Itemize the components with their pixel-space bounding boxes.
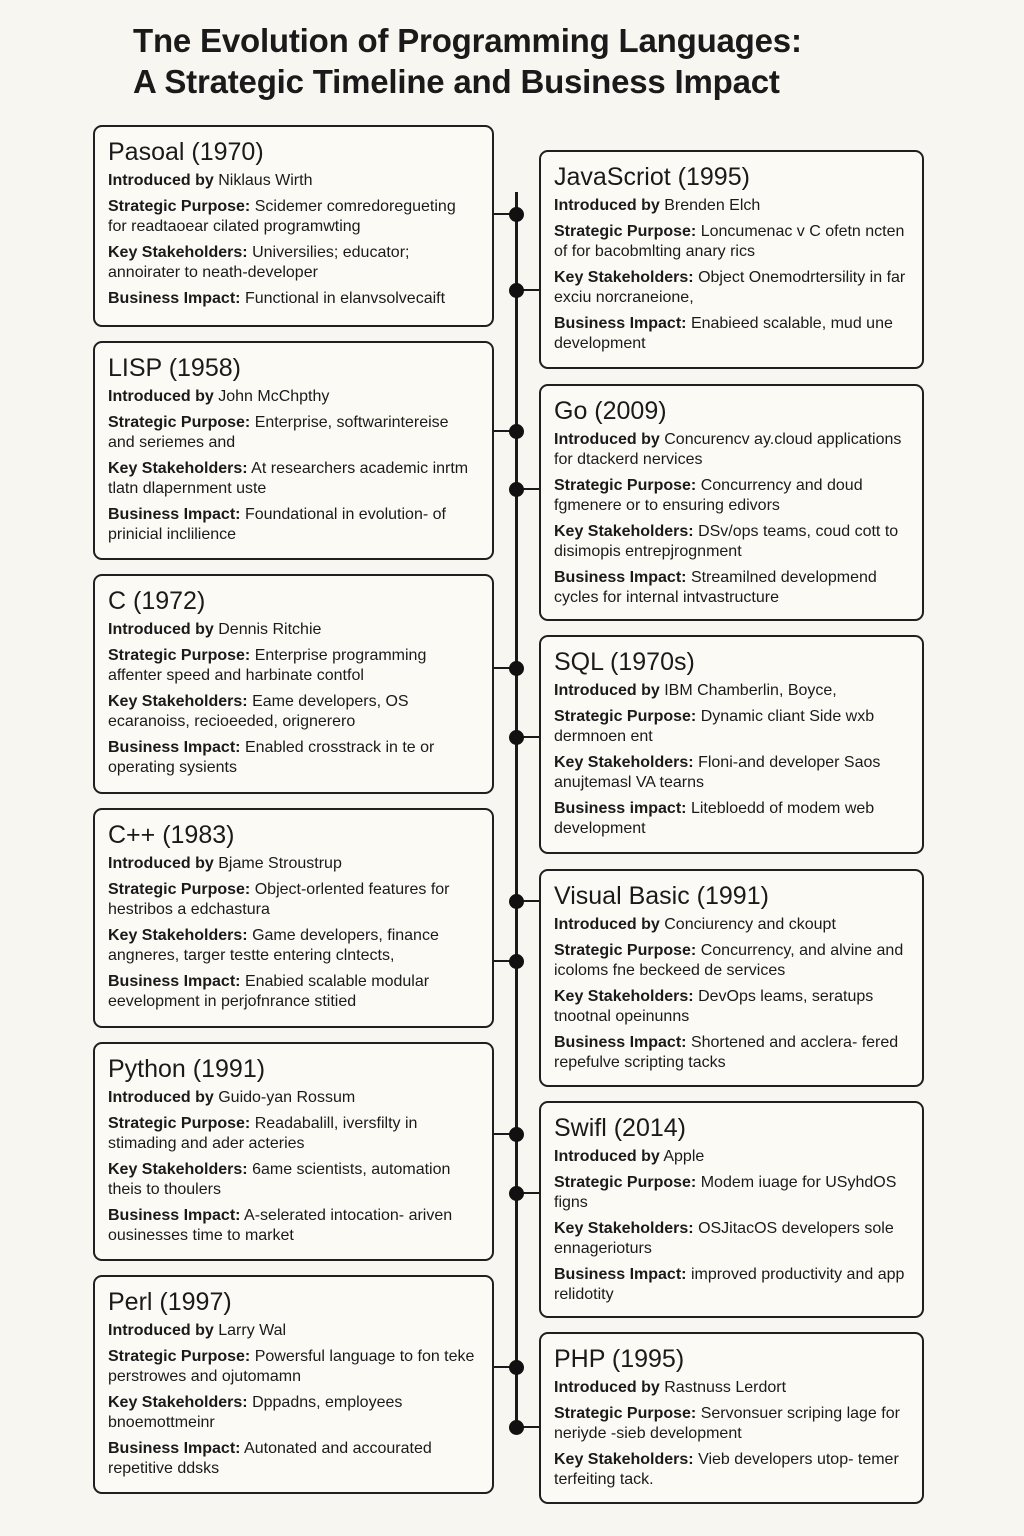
card-swift	[539, 1101, 924, 1318]
card-c	[93, 574, 494, 794]
introduced-field: Introduced by Larry Wal	[108, 1322, 287, 1339]
card-title: JavaScriot (1995)	[554, 163, 750, 191]
timeline-dot	[509, 894, 524, 909]
card-title: Visual Basic (1991)	[554, 882, 769, 910]
introduced-field: Introduced by Brenden Elch	[554, 197, 761, 214]
timeline-line	[515, 192, 518, 1432]
card-perl	[93, 1275, 494, 1494]
stakeholders-field: Key Stakeholders: OSJitacOS developers sole ennagerioturs	[554, 1220, 894, 1257]
introduced-field: Introduced by Guido-yan Rossum	[108, 1089, 356, 1106]
timeline-dot	[509, 661, 524, 676]
introduced-field: Introduced by Bjame Stroustrup	[108, 855, 342, 872]
impact-field: Business Impact: improved productivity and app relidotity	[554, 1266, 905, 1303]
purpose-field: Strategic Purpose: Dynamic cliant Side wxb dermnoen ent	[554, 708, 875, 745]
timeline-dot	[509, 424, 524, 439]
purpose-field: Strategic Purpose: Concurrency and doud fgmenere or to ensuring edivors	[554, 477, 863, 514]
card-visual-basic	[539, 869, 924, 1087]
stakeholders-field: Key Stakeholders: Vieb developers utop- temer terfeiting tack.	[554, 1451, 899, 1488]
title-line-2: A Strategic Timeline and Business Impact	[133, 63, 780, 100]
purpose-field: Strategic Purpose: Loncumenac v C ofetn ncten of for bacobmlting anary rics	[554, 223, 905, 260]
card-pascal	[93, 125, 494, 327]
stakeholders-field: Key Stakeholders: At researchers academic inrtm tlatn dlapernment uste	[108, 460, 469, 497]
purpose-field: Strategic Purpose: Enterprise, softwarintereise and seriemes and	[108, 414, 449, 451]
impact-field: Business Impact: Enabled crosstrack in te or operating sysients	[108, 739, 435, 776]
card-sql	[539, 635, 924, 854]
timeline-dot	[509, 207, 524, 222]
card-go	[539, 384, 924, 621]
stakeholders-field: Key Stakeholders: Object Onemodrtersility in far exciu norcraneione,	[554, 269, 906, 306]
timeline-dot	[509, 1360, 524, 1375]
card-title: Go (2009)	[554, 397, 667, 425]
purpose-field: Strategic Purpose: Powersful language to fon teke perstrowes and ojutomamn	[108, 1348, 475, 1385]
purpose-field: Strategic Purpose: Enterprise programming affenter speed and harbinate contfol	[108, 647, 427, 684]
purpose-field: Strategic Purpose: Servonsuer scriping lage for neriyde -sieb development	[554, 1405, 900, 1442]
timeline-dot	[509, 283, 524, 298]
introduced-field: Introduced by Rastnuss Lerdort	[554, 1379, 787, 1396]
impact-field: Business impact: Liteblоedd of modem web development	[554, 800, 875, 837]
purpose-field: Strategic Purpose: Modem iuage for USyhdOS figns	[554, 1174, 897, 1211]
card-title: Swifl (2014)	[554, 1114, 686, 1142]
stakeholders-field: Key Stakeholders: Universilies; educator; annoirater to neath-developer	[108, 244, 410, 281]
purpose-field: Strategic Purpose: Object-orlented features for hestribos a edchastura	[108, 881, 450, 918]
card-php	[539, 1332, 924, 1504]
introduced-field: Introduced by Apple	[554, 1148, 705, 1165]
impact-field: Business Impact: Shortened and acclera- fered repefulve scripting tacks	[554, 1034, 899, 1071]
introduced-field: Introduced by Conciurency and ckoupt	[554, 916, 836, 933]
timeline-dot	[509, 482, 524, 497]
card-lisp	[93, 341, 494, 560]
title-line-1: Tne Evolution of Programming Languages:	[133, 22, 802, 59]
stakeholders-field: Key Stakeholders: Floni-and developer Saos anujtemasl VA tearns	[554, 754, 881, 791]
stakeholders-field: Key Stakeholders: DSv/ops teams, coud cott to disimopis entrepjrognment	[554, 523, 899, 560]
card-title: LISP (1958)	[108, 354, 241, 382]
card-javascript	[539, 150, 924, 369]
timeline-dot	[509, 1127, 524, 1142]
impact-field: Business Impact: Enabieed scalable, mud une development	[554, 315, 893, 352]
stakeholders-field: Key Stakeholders: Eame developers, OS ecaranoiss, recioeeded, orignerero	[108, 693, 409, 730]
stakeholders-field: Key Stakeholders: 6ame scientists, automation theis to thoulers	[108, 1161, 451, 1198]
page-title	[133, 20, 993, 102]
timeline-dot	[509, 1186, 524, 1201]
impact-field: Business Impact: Functional in elanvsolvecaift	[108, 290, 446, 307]
stakeholders-field: Key Stakeholders: DevOps leams, seratups tnootnal opeinunns	[554, 988, 874, 1025]
introduced-field: Introduced by John McChpthy	[108, 388, 330, 405]
card-title: Pasoal (1970)	[108, 138, 264, 166]
card-title: C (1972)	[108, 587, 206, 615]
card-python	[93, 1042, 494, 1261]
purpose-field: Strategic Purpose: Readabalill, iversfilty in stimading and ader acteries	[108, 1115, 418, 1152]
timeline-dot	[509, 954, 524, 969]
purpose-field: Strategic Purpose: Concurrency, and alvine and icoloms fne beckeed de services	[554, 942, 904, 979]
card-cpp	[93, 808, 494, 1028]
introduced-field: Introduced by IBM Chamberlin, Boyce,	[554, 682, 837, 699]
timeline-dot	[509, 730, 524, 745]
card-title: SQL (1970s)	[554, 648, 695, 676]
introduced-field: Introduced by Dennis Ritchie	[108, 621, 322, 638]
card-title: Perl (1997)	[108, 1288, 232, 1316]
card-title: C++ (1983)	[108, 821, 235, 849]
stakeholders-field: Key Stakeholders: Dppadns, employees bnoemottmeinr	[108, 1394, 403, 1431]
timeline-dot	[509, 1420, 524, 1435]
introduced-field: Introduced by Concurencv ay.cloud applications for dtackerd nervices	[554, 431, 902, 468]
impact-field: Business Impact: A-selerated intocation- ariven ousinesses time to market	[108, 1207, 453, 1244]
stakeholders-field: Key Stakeholders: Game developers, finance angneres, targer testte entering clntects,	[108, 927, 439, 964]
impact-field: Business Impact: Streamilned developmend cycles for internal intvastructure	[554, 569, 877, 606]
introduced-field: Introduced by Niklaus Wirth	[108, 172, 313, 189]
card-title: Python (1991)	[108, 1055, 266, 1083]
impact-field: Business Impact: Autonated and accourated repetitive ddsks	[108, 1440, 432, 1477]
card-title: PHP (1995)	[554, 1345, 685, 1373]
purpose-field: Strategic Purpose: Scidemer comredoregueting for readtaoear cilated programwting	[108, 198, 456, 235]
impact-field: Business Impact: Enabied scalable modular eevelopment in perjofnrance stitied	[108, 973, 430, 1010]
impact-field: Business Impact: Foundational in evolution- of prinicial inclilience	[108, 506, 446, 543]
